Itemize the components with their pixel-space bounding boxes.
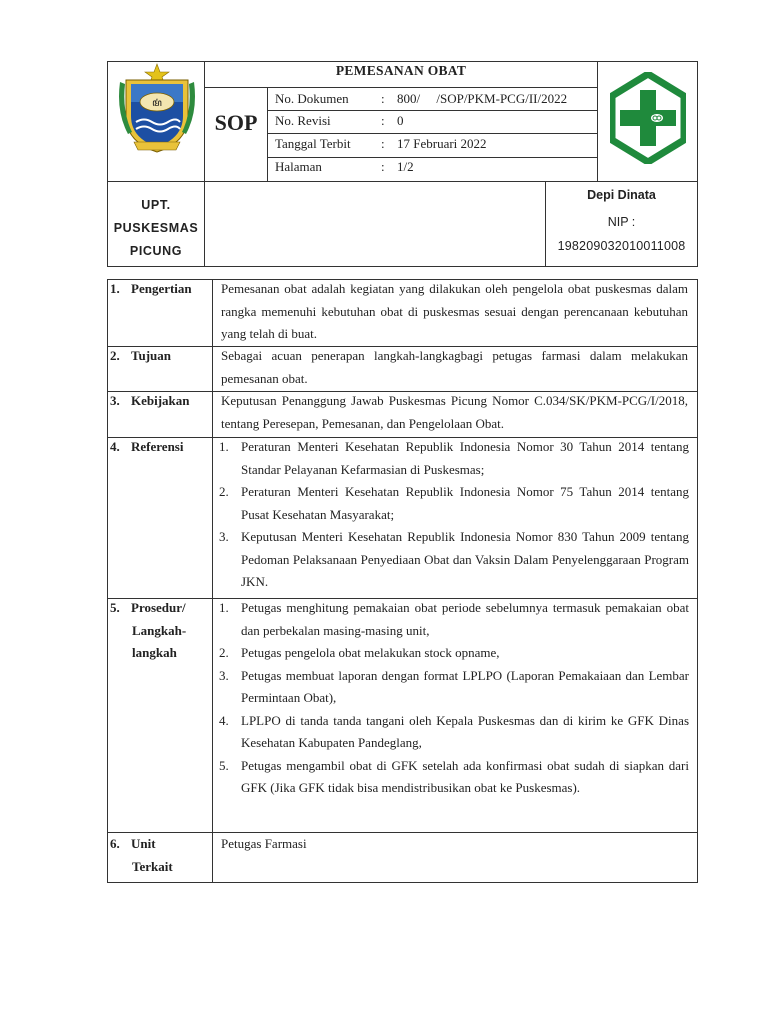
meta-sep: : <box>381 113 385 128</box>
org-name <box>108 194 204 263</box>
signer-name: Depi Dinata <box>587 188 656 202</box>
section-num: 1. <box>110 281 120 296</box>
list-item: 1. Petugas menghitung pemakaian obat periode sebelumnya termasuk pemakaian obat dan perbekalan masing-masing unit, <box>219 600 689 638</box>
list-item-text: Keputusan Menteri Kesehatan Republik Indonesia Nomor 830 Tahun 2009 tentang Pedoman Pelaksanaan Penyediaan Obat dan Vaksin Dalam Penyelenggaraan Program JKN. <box>241 529 689 589</box>
list-item-text: Petugas pengelola obat melakukan stock opname, <box>241 645 500 660</box>
section-num: 2. <box>110 348 120 363</box>
section-title-cont: Langkah- <box>132 622 187 638</box>
org-line: PICUNG <box>129 244 183 258</box>
meta-value: 17 Februari 2022 <box>397 136 487 151</box>
list-item-text: Peraturan Menteri Kesehatan Republik Indonesia Nomor 30 Tahun 2014 tentang Standar Pelayanan Kefarmasian di Puskesmas; <box>241 439 689 477</box>
meta-row-dokumen <box>275 89 597 109</box>
meta-value: 0 <box>397 113 404 128</box>
section-heading <box>110 833 210 878</box>
list-item-text: Peraturan Menteri Kesehatan Republik Indonesia Nomor 75 Tahun 2014 tentang Pusat Kesehatan Masyarakat; <box>241 484 689 522</box>
list-item-text: LPLPO di tanda tanda tangani oleh Kepala Puskesmas dan di kirim ke GFK Dinas Kesehatan Kabupaten Pandeglang, <box>241 712 689 750</box>
section-num: 3. <box>110 393 120 408</box>
meta-sep: : <box>381 136 385 151</box>
list-item: 3. Petugas membuat laporan dengan format LPLPO (Laporan Pemakaiaan dan Lembar Permintaan Obat), <box>219 667 689 705</box>
nip-number: 198209032010011008 <box>557 239 686 253</box>
org-line: PUSKESMAS <box>113 221 199 235</box>
meta-row-tanggal <box>275 134 597 154</box>
section-body-unit-terkait: Petugas Farmasi <box>221 836 307 851</box>
document-title: PEMESANAN OBAT <box>335 63 467 78</box>
section-title: Pengertian <box>131 281 192 296</box>
list-item: 4. LPLPO di tanda tanda tangani oleh Kepala Puskesmas dan di kirim ke GFK Dinas Kesehatan Kabupaten Pandeglang, <box>219 712 689 750</box>
signer-block <box>546 185 697 255</box>
meta-sep: : <box>381 159 385 174</box>
meta-label: Halaman <box>275 159 322 174</box>
section-title: Referensi <box>131 439 184 454</box>
regency-emblem-icon <box>114 62 200 154</box>
prosedur-list <box>213 597 689 800</box>
section-num: 5. <box>110 600 120 615</box>
section-body-tujuan: Sebagai acuan penerapan langkah-langkagbagi petugas farmasi dalam melakukan pemesanan obat. <box>221 348 688 386</box>
section-body-kebijakan: Keputusan Penanggung Jawab Puskesmas Picung Nomor C.034/SK/PKM-PCG/I/2018, tentang Peresepan, Pemesanan, dan Pengelolaan Obat. <box>221 393 688 431</box>
list-item-text: Petugas membuat laporan dengan format LPLPO (Laporan Pemakaiaan dan Lembar Permintaan Obat), <box>241 667 689 705</box>
list-item: 2. Petugas pengelola obat melakukan stock opname, <box>219 645 500 660</box>
meta-label: No. Revisi <box>275 113 331 128</box>
section-body-pengertian: Pemesanan obat adalah kegiatan yang dilakukan oleh pengelola obat puskesmas dalam rangka memenuhi kebutuhan obat di puskesmas sesuai dengan perencanaan kebutuhan yang telah di buat. <box>221 281 688 341</box>
section-heading <box>110 597 210 665</box>
puskesmas-logo-icon <box>610 72 686 164</box>
meta-label: Tanggal Terbit <box>275 136 351 151</box>
section-heading <box>110 345 210 368</box>
list-item: 5. Petugas mengambil obat di GFK setelah ada konfirmasi obat sudah di siapkan dari GFK (Jika GFK tidak bisa mendistribusikan obat ke Puskesmas). <box>219 757 689 795</box>
section-title: Kebijakan <box>131 393 190 408</box>
list-item: 2. Peraturan Menteri Kesehatan Republik Indonesia Nomor 75 Tahun 2014 tentang Pusat Kesehatan Masyarakat; <box>219 484 689 522</box>
meta-value: 1/2 <box>397 159 414 174</box>
meta-sep: : <box>381 91 385 106</box>
section-title: Unit <box>131 836 156 851</box>
section-title: Tujuan <box>131 348 171 363</box>
section-heading <box>110 390 210 413</box>
meta-row-revisi <box>275 111 597 131</box>
section-num: 4. <box>110 439 120 454</box>
section-title: Prosedur/ <box>131 600 186 615</box>
svg-text:ꦩꦁ: ꦩꦁ <box>152 98 162 109</box>
section-heading <box>110 436 210 459</box>
list-item-text: Petugas mengambil obat di GFK setelah ada konfirmasi obat sudah di siapkan dari GFK (Jika GFK tidak bisa mendistribusikan obat ke Puskesmas). <box>241 757 689 795</box>
section-num: 6. <box>110 836 120 851</box>
section-heading <box>110 278 210 301</box>
sop-label: SOP <box>214 110 258 135</box>
org-line: UPT. <box>141 198 171 212</box>
list-item-text: Petugas menghitung pemakaian obat periode sebelumnya termasuk pemakaian obat dan perbekalan masing-masing unit, <box>241 600 689 638</box>
nip-label: NIP : <box>607 215 636 229</box>
section-title-cont: Terkait <box>132 858 173 874</box>
meta-row-halaman <box>275 157 597 177</box>
section-title-cont: langkah <box>132 645 177 660</box>
list-item: 1. Peraturan Menteri Kesehatan Republik Indonesia Nomor 30 Tahun 2014 tentang Standar Pelayanan Kefarmasian di Puskesmas; <box>219 439 689 477</box>
list-item: 3. Keputusan Menteri Kesehatan Republik Indonesia Nomor 830 Tahun 2009 tentang Pedoman Pelaksanaan Penyediaan Obat dan Vaksin Dalam Penyelenggaraan Program JKN. <box>219 529 689 589</box>
referensi-list <box>213 436 689 594</box>
meta-value: 800/ /SOP/PKM-PCG/II/2022 <box>397 91 568 106</box>
meta-label: No. Dokumen <box>275 91 349 106</box>
